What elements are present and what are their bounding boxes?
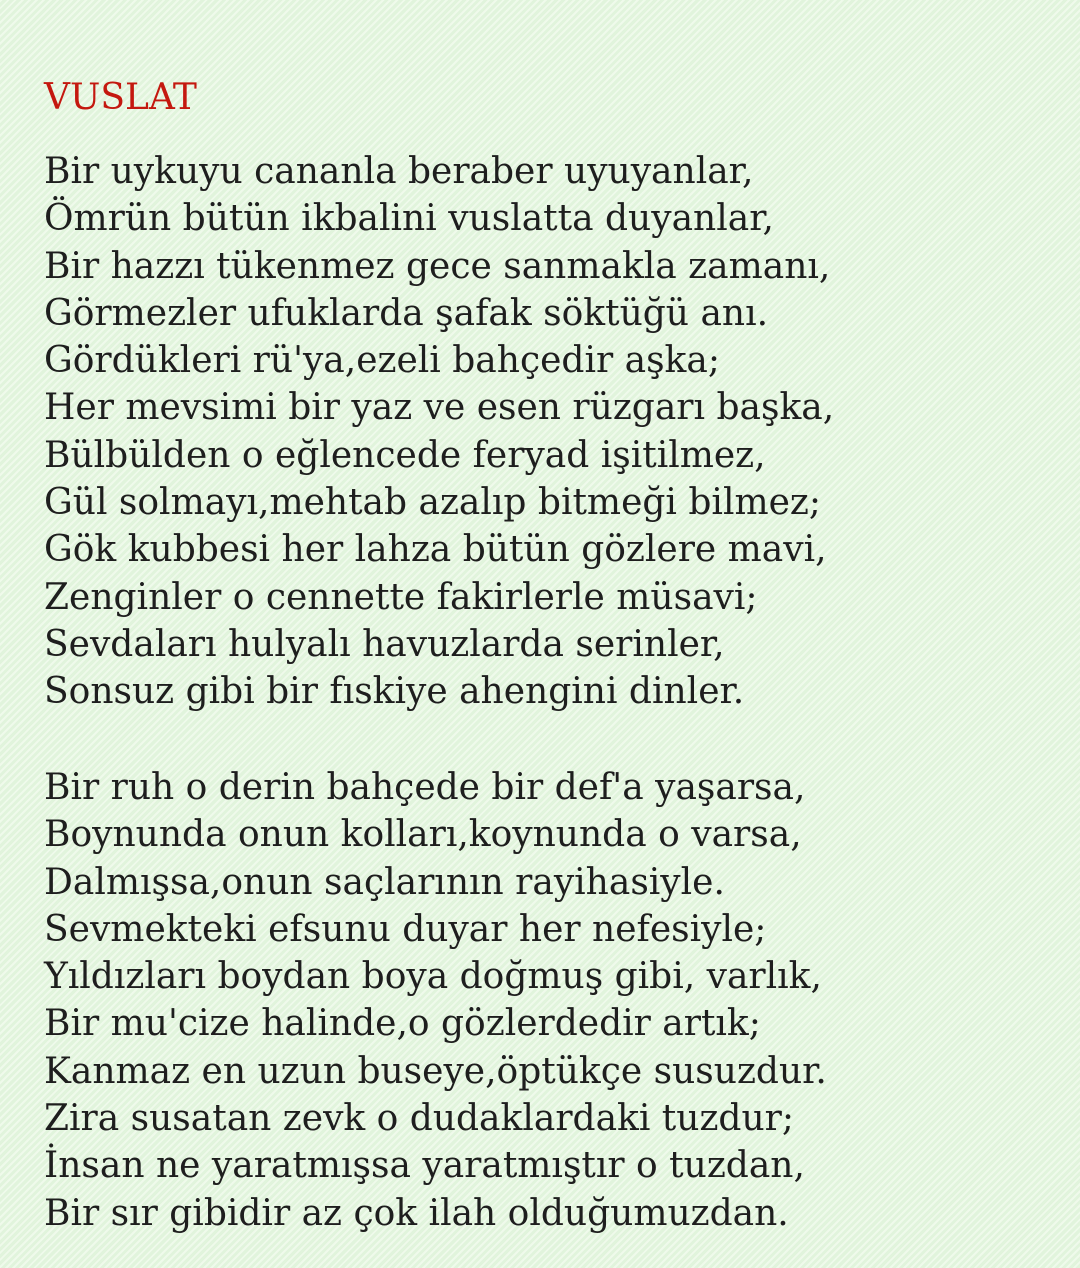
poem-title: VUSLAT — [44, 77, 197, 118]
stanza-2 — [44, 764, 827, 1237]
poem-line: Bir hazzı tükenmez gece sanmakla zamanı, — [44, 245, 831, 287]
poem-line: Boynunda onun kolları,koynunda o varsa, — [44, 814, 802, 856]
poem-line: İnsan ne yaratmışsa yaratmıştır o tuzdan, — [44, 1145, 805, 1187]
poem-line: Gök kubbesi her lahza bütün gözlere mavi, — [44, 529, 827, 571]
poem-line: Kanmaz en uzun buseye,öptükçe susuzdur. — [44, 1050, 827, 1092]
poem-line: Görmezler ufuklarda şafak söktüğü anı. — [44, 292, 769, 334]
poem-line: Dalmışsa,onun saçlarının rayihasiyle. — [44, 861, 725, 903]
poem-line: Her mevsimi bir yaz ve esen rüzgarı başka, — [44, 387, 835, 429]
poem-line: Zira susatan zevk o dudaklardaki tuzdur; — [44, 1098, 794, 1140]
poem-line: Yıldızları boydan boya doğmuş gibi, varlık, — [44, 956, 822, 998]
poem-line: Bir ruh o derin bahçede bir def'a yaşarsa, — [44, 767, 806, 808]
poem-line: Gül solmayı,mehtab azalıp bitmeği bilmez; — [44, 482, 821, 524]
poem-line: Gördükleri rü'ya,ezeli bahçedir aşka; — [44, 340, 720, 382]
poem-line: Sonsuz gibi bir fıskiye ahengini dinler. — [44, 671, 745, 713]
poem-line: Zenginler o cennette fakirlerle müsavi; — [44, 576, 758, 618]
poem-line: Bülbülden o eğlencede feryad işitilmez, — [44, 434, 766, 476]
poem-line: Bir sır gibidir az çok ilah olduğumuzdan. — [44, 1192, 789, 1234]
poem-line: Bir uykuyu cananla beraber uyuyanlar, — [44, 151, 754, 192]
poem-line: Bir mu'cize halinde,o gözlerdedir artık; — [44, 1003, 761, 1045]
stanza-1 — [44, 148, 834, 716]
poem-line: Sevdaları hulyalı havuzlarda serinler, — [44, 623, 725, 665]
poem-line: Sevmekteki efsunu duyar her nefesiyle; — [44, 908, 767, 950]
poem-line: Ömrün bütün ikbalini vuslatta duyanlar, — [44, 198, 774, 240]
